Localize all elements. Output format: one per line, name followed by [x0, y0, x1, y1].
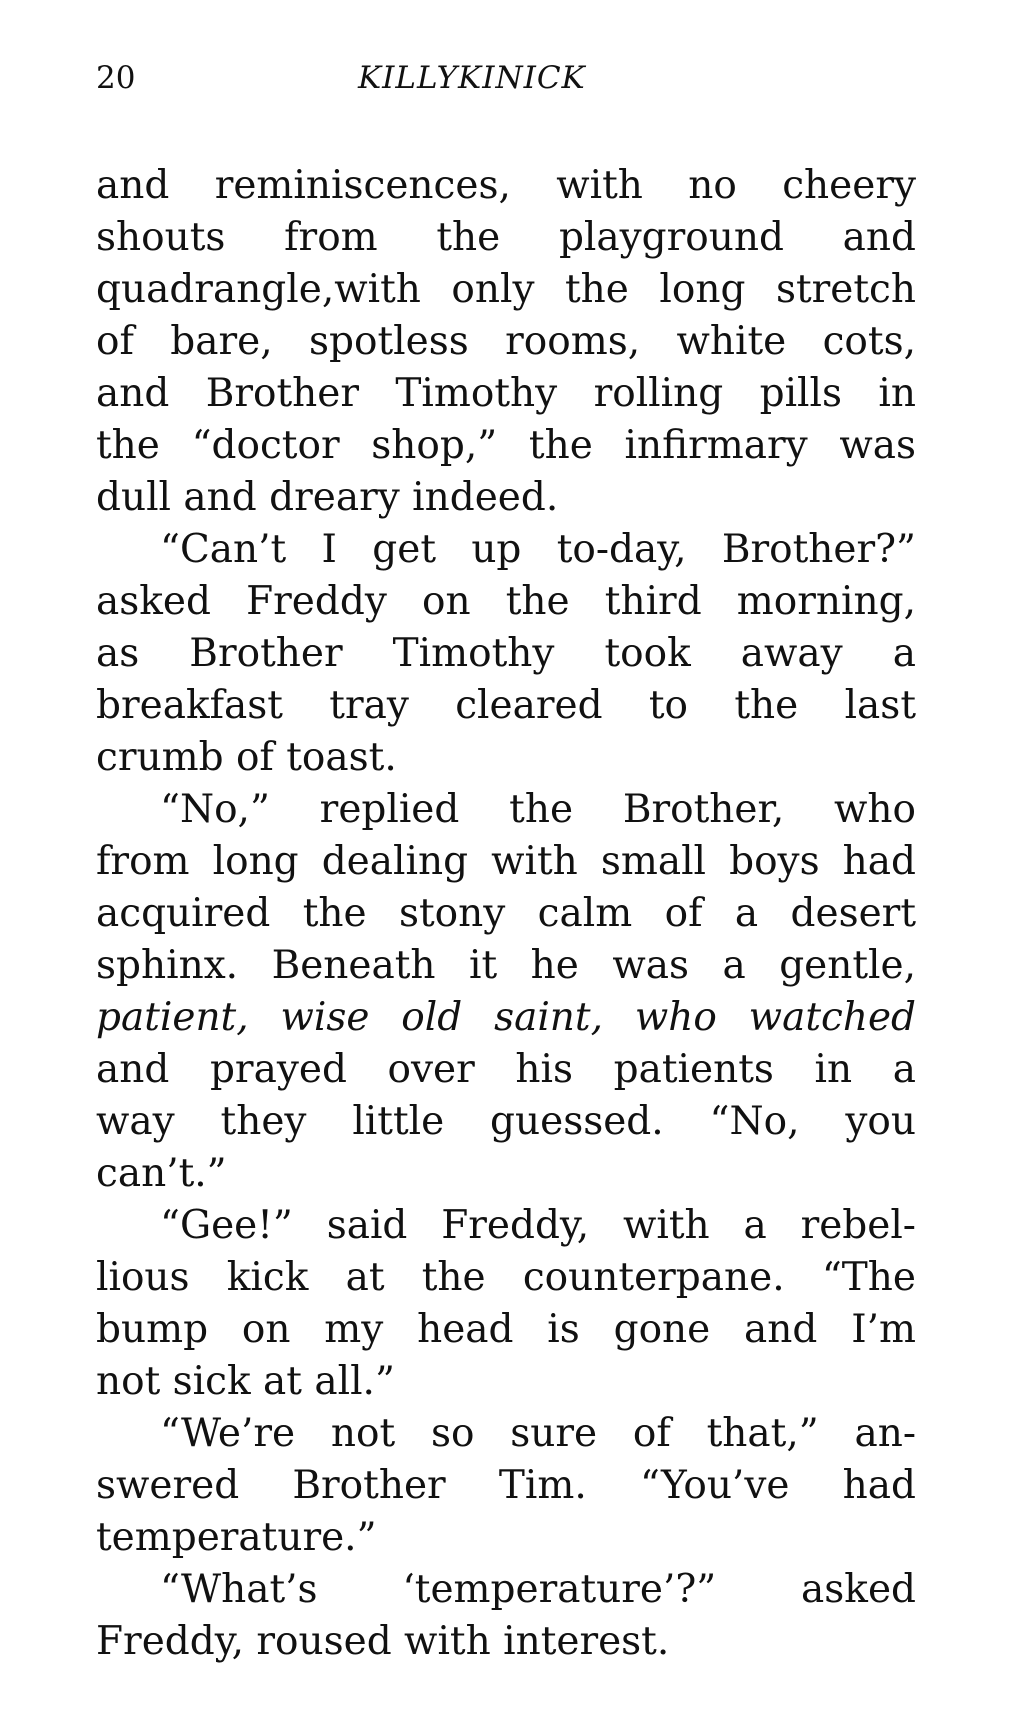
- running-title: KILLYKINICK: [358, 60, 586, 96]
- text-line: from long dealing with small boys had: [96, 839, 916, 884]
- text-line: dull and dreary indeed.: [96, 475, 559, 520]
- text-line: asked Freddy on the third morning,: [96, 579, 916, 624]
- text-line: Freddy, roused with interest.: [96, 1619, 670, 1664]
- text-line: “No,” replied the Brother, who: [160, 787, 916, 832]
- text-line: quadrangle,with only the long stretch: [96, 267, 916, 312]
- text-line: and reminiscences, with no cheery: [96, 163, 916, 208]
- text-line: shouts from the playground and: [96, 215, 916, 260]
- text-line: “Can’t I get up to-day, Brother?”: [160, 527, 916, 572]
- paragraph-3: [96, 784, 916, 1200]
- paragraph-6: [96, 1564, 916, 1668]
- text-line: acquired the stony calm of a desert: [96, 891, 916, 936]
- paragraph-2: [96, 524, 916, 784]
- text-line: crumb of toast.: [96, 735, 397, 780]
- text-line: of bare, spotless rooms, white cots,: [96, 319, 916, 364]
- paragraph-1: [96, 160, 916, 524]
- text-line: “What’s ‘temperature’?” asked: [160, 1567, 916, 1612]
- text-line: and prayed over his patients in a: [96, 1047, 916, 1092]
- text-line: breakfast tray cleared to the last: [96, 683, 916, 728]
- text-line: patient, wise old saint, who watched: [96, 995, 916, 1040]
- paragraph-5: [96, 1408, 916, 1564]
- text-line: swered Brother Tim. “You’ve had: [96, 1463, 916, 1508]
- paragraph-4: [96, 1200, 916, 1408]
- text-line: “Gee!” said Freddy, with a rebel-: [160, 1203, 916, 1248]
- text-line: and Brother Timothy rolling pills in: [96, 371, 916, 416]
- text-line: way they little guessed. “No, you: [96, 1099, 916, 1144]
- text-line: not sick at all.”: [96, 1359, 395, 1404]
- text-line: can’t.”: [96, 1151, 227, 1196]
- page-number: 20: [96, 60, 136, 96]
- text-line: temperature.”: [96, 1515, 377, 1560]
- text-line: “We’re not so sure of that,” an-: [160, 1411, 916, 1456]
- text-line: bump on my head is gone and I’m: [96, 1307, 916, 1352]
- text-line: the “doctor shop,” the infirmary was: [96, 423, 916, 468]
- text-line: sphinx. Beneath it he was a gentle,: [96, 943, 916, 988]
- text-line: as Brother Timothy took away a: [96, 631, 916, 676]
- running-head: [96, 58, 916, 98]
- text-line: lious kick at the counterpane. “The: [96, 1255, 916, 1300]
- body-text: [96, 160, 916, 1668]
